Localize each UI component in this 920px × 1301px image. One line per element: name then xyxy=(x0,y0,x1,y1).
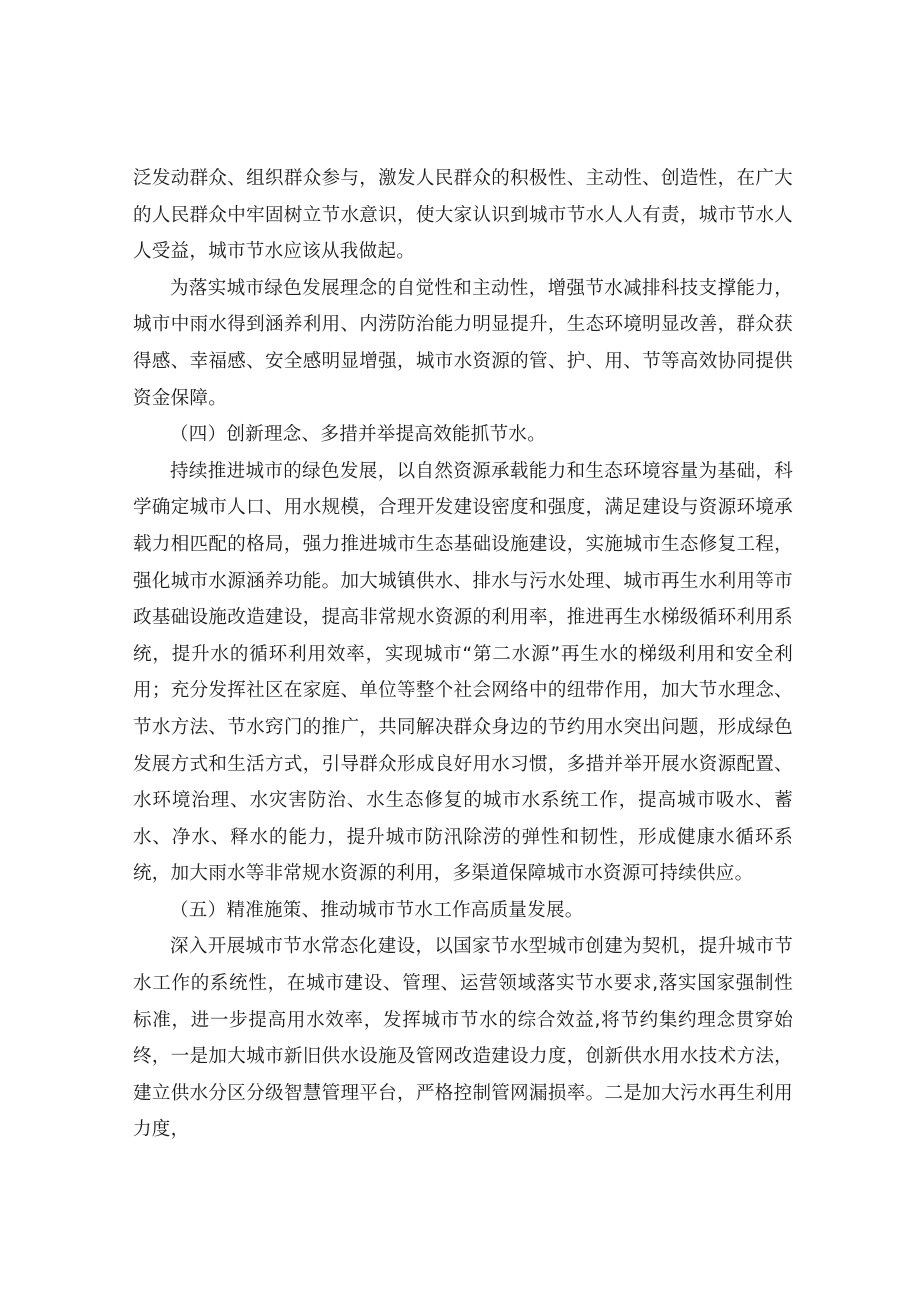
paragraph-green-development: 为落实城市绿色发展理念的自觉性和主动性，增强节水减排科技支撑能力，城市中雨水得到涵养利用、内涝防治能力明显提升，生态环境明显改善，群众获得感、幸福感、安全感明显增强，城市水资源的管、护、用、节等高效协同提供资金保障。 xyxy=(133,277,793,409)
body-text xyxy=(133,161,793,1149)
section-heading-4: （四）创新理念、多措并举提高效能抓节水。 xyxy=(170,424,547,446)
paragraph-water-saving-measures: 持续推进城市的绿色发展，以自然资源承载能力和生态环境容量为基础，科学确定城市人口、用水规模，合理开发建设密度和强度，满足建设与资源环境承载力相匹配的格局，强力推进城市生态基础设施建设，实施城市生态修复工程，强化城市水源涵养功能。加大城镇供水、排水与污水处理、城市再生水利用等市政基础设施改造建设，提高非常规水资源的利用率，推进再生水梯级循环利用系统，提升水的循环利用效率，实现城市“第二水源”再生水的梯级利用和安全利用；充分发挥社区在家庭、单位等整个社会网络中的纽带作用，加大节水理念、节水方法、节水窍门的推广，共同解决群众身边的节约用水突出问题，形成绿色发展方式和生活方式，引导群众形成良好用水习惯，多措并举开展水资源配置、水环境治理、水灾害防治、水生态修复的城市水系统工作，提高城市吸水、蓄水、净水、释水的能力，提升城市防汛除涝的弹性和韧性，形成健康水循环系统，加大雨水等非常规水资源的利用，多渠道保障城市水资源可持续供应。 xyxy=(133,460,793,885)
paragraph-continuation: 泛发动群众、组织群众参与，激发人民群众的积极性、主动性、创造性，在广大的人民群众中牢固树立节水意识，使大家认识到城市节水人人有责，城市节水人人受益，城市节水应该从我做起。 xyxy=(133,168,793,263)
paragraph-high-quality-development: 深入开展城市节水常态化建设，以国家节水型城市创建为契机，提升城市节水工作的系统性，在城市建设、管理、运营领域落实节水要求,落实国家强制性标准，进一步提高用水效率，发挥城市节水的综合效益,将节约集约理念贯穿始终，一是加大城市新旧供水设施及管网改造建设力度，创新供水用水技术方法，建立供水分区分级智慧管理平台，严格控制管网漏损率。二是加大污水再生利用力度， xyxy=(133,936,793,1141)
section-heading-5: （五）精准施策、推动城市节水工作高质量发展。 xyxy=(170,899,584,921)
